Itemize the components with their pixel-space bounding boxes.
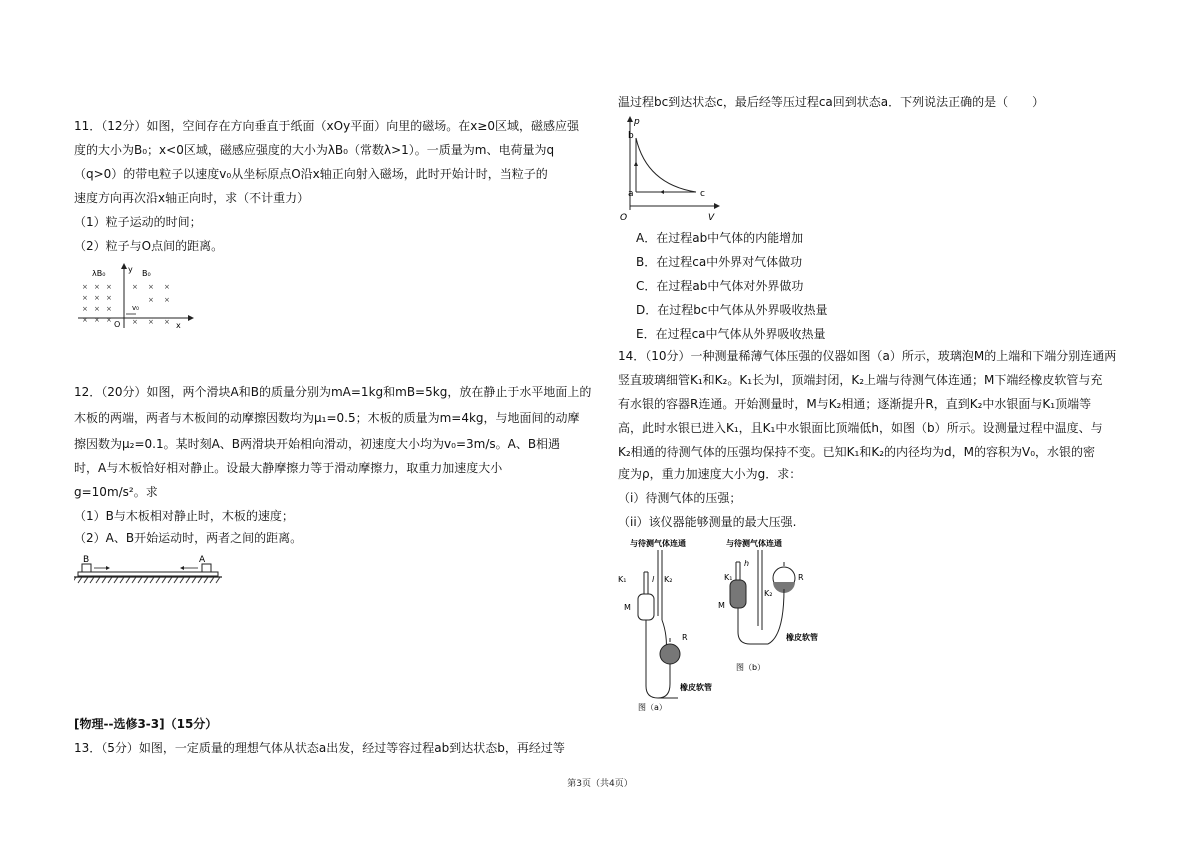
cross-mark: × <box>94 294 100 302</box>
q11-line-1: 11．（12分）如图，空间存在方向垂直于纸面（xOy平面）向里的磁场。在x≥0区域，磁感应强 <box>74 119 579 133</box>
option-d: D．在过程bc中气体从外界吸收热量 <box>636 303 828 317</box>
cross-mark: × <box>82 305 88 313</box>
q14-subq-1: （i）待测气体的压强； <box>618 491 742 505</box>
x-axis-label: x <box>176 321 181 330</box>
origin-label: O <box>114 320 121 329</box>
m-label-a: M <box>624 603 631 612</box>
cross-mark: × <box>106 294 112 302</box>
q14-line-5: K₂相通的待测气体的压强均保持不变。已知K₁和K₂的内径均为d，M的容积为V₀，水银的密 <box>618 445 1096 459</box>
q12-subq-2: （2）A、B开始运动时，两者之间的距离。 <box>74 531 303 545</box>
q14-line-1: 14．（10分）一种测量稀薄气体压强的仪器如图（a）所示，玻璃泡M的上端和下端分别连通两 <box>618 349 1117 363</box>
cross-mark: × <box>94 305 100 313</box>
k1-label-a: K₁ <box>618 575 627 584</box>
q12-line-5: g=10m/s²。求 <box>74 485 158 499</box>
cross-mark: × <box>82 316 88 324</box>
l-label: l <box>652 575 655 584</box>
option-b: B．在过程ca中外界对气体做功 <box>636 255 803 269</box>
q14-line-2: 竖直玻璃细管K₁和K₂。K₁长为l，顶端封闭，K₂上端与待测气体连通；M下端经橡皮软管与充 <box>618 373 1103 387</box>
connect-label-b: 与待测气体连通 <box>726 539 782 548</box>
hose-label-b: 橡皮软管 <box>786 633 818 642</box>
m-label-b: M <box>718 601 725 610</box>
state-b-label: b <box>628 131 634 141</box>
k1-label-b: K₁ <box>724 573 733 582</box>
q14-line-3: 有水银的容器R连通。开始测量时，M与K₂相通；逐渐提升R，直到K₂中水银面与K₁顶端等 <box>618 397 1092 411</box>
v-axis-label: V <box>708 213 715 222</box>
h-label: h <box>744 559 750 568</box>
origin-label: O <box>620 213 628 222</box>
y-axis-label: y <box>128 265 133 274</box>
cross-mark: × <box>106 283 112 291</box>
q13-line-1: 13．（5分）如图，一定质量的理想气体从状态a出发，经过等容过程ab到达状态b，再经过等 <box>74 741 565 755</box>
figure-b-label: 图（b） <box>736 663 766 672</box>
q11-line-3: （q>0）的带电粒子以速度v₀从坐标原点O沿x轴正向射入磁场，此时开始计时，当粒子的 <box>74 167 548 181</box>
q12-line-2: 木板的两端，两者与木板间的动摩擦因数均为μ₁=0.5；木板的质量为m=4kg，与地面间的动摩 <box>74 411 580 425</box>
figure-a-label: 图（a） <box>638 703 667 712</box>
v0-label: v₀ <box>132 304 139 312</box>
block-a-label: A <box>199 555 206 565</box>
state-c-label: c <box>700 189 705 199</box>
q14-line-4: 高，此时水银已进入K₁，且K₁中水银面比顶端低h，如图（b）所示。设测量过程中温度、与 <box>618 421 1103 435</box>
cross-mark: × <box>164 283 170 291</box>
option-c: C．在过程ab中气体对外界做功 <box>636 279 804 293</box>
cross-mark: × <box>94 283 100 291</box>
q12-line-4: 时，A与木板恰好相对静止。设最大静摩擦力等于滑动摩擦力，取重力加速度大小 <box>74 461 503 475</box>
q14-subq-2: （ii）该仪器能够测量的最大压强. <box>618 515 797 529</box>
cross-mark: × <box>164 318 170 326</box>
cross-mark: × <box>106 316 112 324</box>
state-a-label: a <box>628 189 634 199</box>
cross-mark: × <box>164 296 170 304</box>
p-axis-label: p <box>634 117 640 127</box>
q12-line-3: 擦因数为μ₂=0.1。某时刻A、B两滑块开始相向滑动，初速度大小均为v₀=3m/s。A、B相遇 <box>74 437 561 451</box>
cross-mark: × <box>82 283 88 291</box>
q11-line-4: 速度方向再次沿x轴正向时，求（不计重力） <box>74 191 310 205</box>
b0-label: B₀ <box>142 269 151 278</box>
pv-diagram <box>618 114 722 222</box>
k2-label-b: K₂ <box>764 589 773 598</box>
k2-label-a: K₂ <box>664 575 673 584</box>
block-b-label: B <box>83 555 90 565</box>
q11-line-2: 度的大小为B₀；x<0区域，磁感应强度的大小为λB₀（常数λ>1）。一质量为m、电荷量为q <box>74 143 555 157</box>
section-title: [物理--选修3-3]（15分） <box>74 717 218 731</box>
pressure-gauge-figure <box>618 536 838 712</box>
cross-mark: × <box>132 318 138 326</box>
q12-line-1: 12．（20分）如图，两个滑块A和B的质量分别为mA=1kg和mB=5kg，放在静止于水平地面上的 <box>74 385 592 399</box>
magnetic-field-figure <box>74 262 194 330</box>
q13-line-2: 温过程bc到达状态c，最后经等压过程ca回到状态a．下列说法正确的是（ ） <box>618 95 1045 109</box>
cross-mark: × <box>82 294 88 302</box>
cross-mark: × <box>106 305 112 313</box>
cross-mark: × <box>148 283 154 291</box>
q14-line-6: 度为ρ，重力加速度大小为g．求： <box>618 467 802 481</box>
r-label-b: R <box>798 573 804 582</box>
option-a: A．在过程ab中气体的内能增加 <box>636 231 804 245</box>
cross-mark: × <box>132 283 138 291</box>
r-label-a: R <box>682 633 688 642</box>
lambda-b0-label: λB₀ <box>92 269 106 278</box>
cross-mark: × <box>148 318 154 326</box>
cross-mark: × <box>148 296 154 304</box>
blocks-on-board-figure <box>74 552 224 588</box>
q12-subq-1: （1）B与木板相对静止时，木板的速度； <box>74 509 294 523</box>
q11-subq-2: （2）粒子与O点间的距离。 <box>74 239 224 253</box>
option-e: E．在过程ca中气体从外界吸收热量 <box>636 327 826 341</box>
page-footer: 第3页（共4页） <box>567 779 633 789</box>
connect-label-a: 与待测气体连通 <box>630 539 686 548</box>
hose-label-a: 橡皮软管 <box>680 683 712 692</box>
cross-mark: × <box>94 316 100 324</box>
q11-subq-1: （1）粒子运动的时间； <box>74 215 202 229</box>
